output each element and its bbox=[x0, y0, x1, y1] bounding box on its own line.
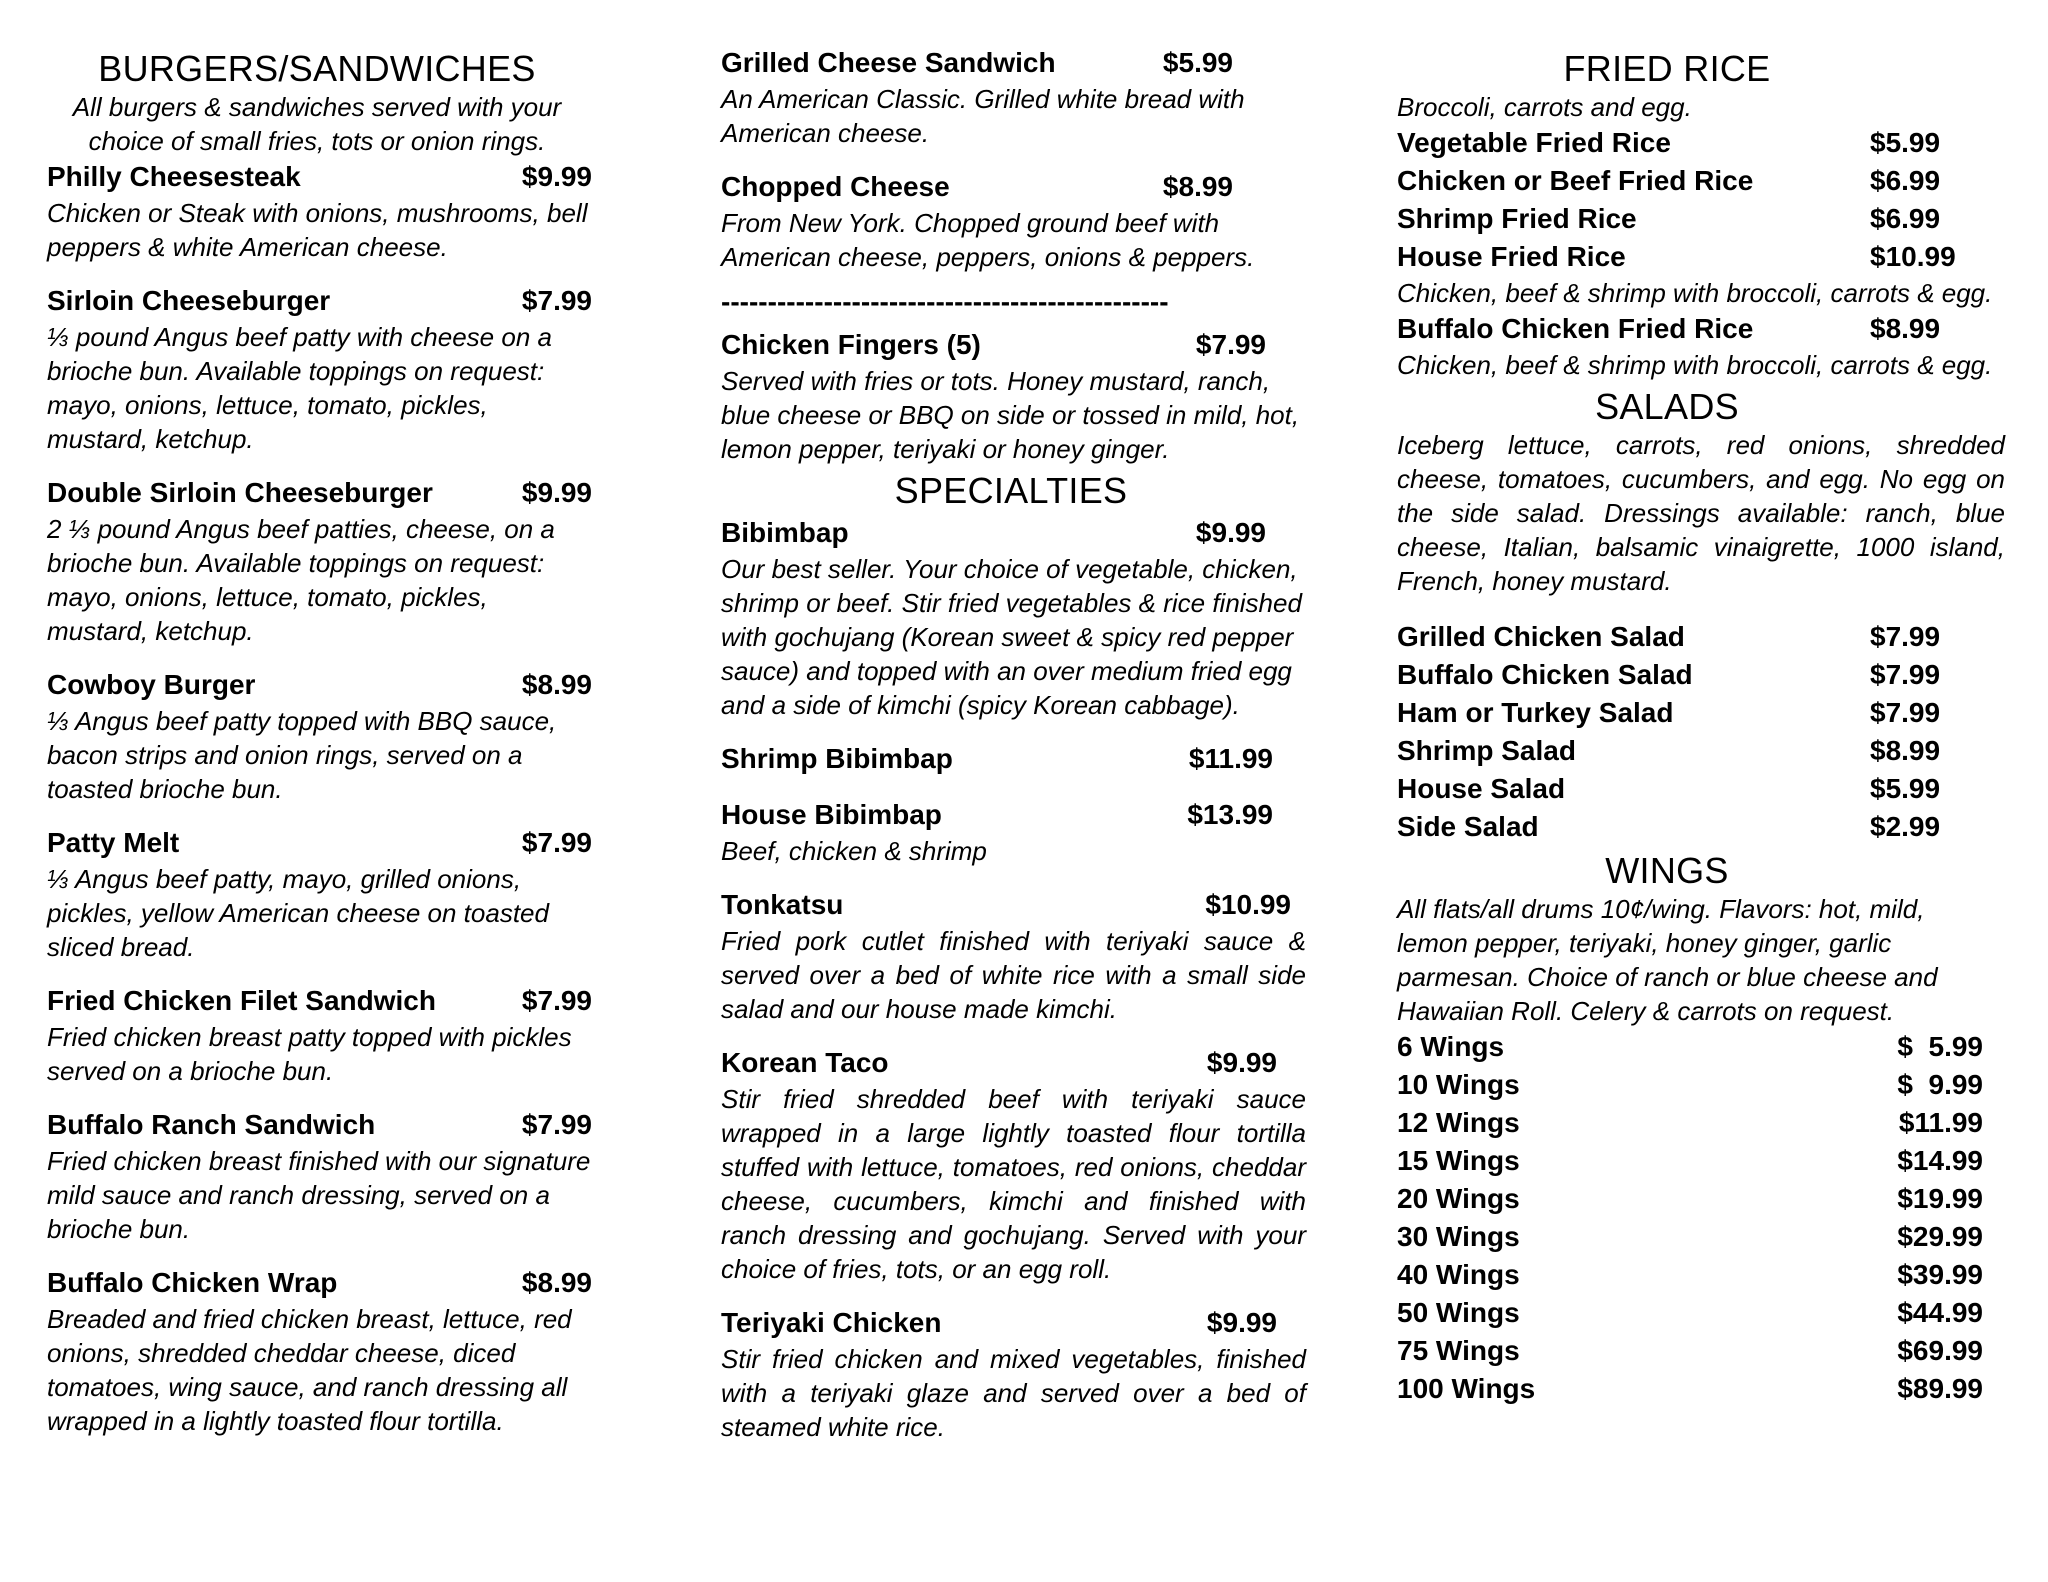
item-description: Stir fried chicken and mixed vegetables, finished with a teriyaki glaze and served over a bed of steamed white rice. bbox=[721, 1344, 1306, 1442]
item-description: 2 ⅓ pound Angus beef patties, cheese, on a brioche bun. Available toppings on request: mayo, onions, lettuce, tomato, pickles, mustard, ketchup. bbox=[47, 514, 555, 646]
item-description: Chicken, beef & shrimp with broccoli, carrots & egg. bbox=[1397, 350, 1993, 380]
item-name: Tonkatsu bbox=[721, 889, 844, 920]
item-name: 6 Wings bbox=[1397, 1031, 1505, 1062]
item-price: $6.99 bbox=[1870, 203, 1941, 234]
item-name: Grilled Cheese Sandwich bbox=[721, 47, 1056, 78]
menu-item bbox=[1397, 1256, 1983, 1294]
item-price: $19.99 bbox=[1897, 1183, 1983, 1214]
item-price: $8.99 bbox=[1162, 171, 1233, 202]
fried-rice-subtitle: Broccoli, carrots and egg. bbox=[1397, 92, 1692, 122]
item-price: $5.99 bbox=[1162, 47, 1233, 78]
item-name: 12 Wings bbox=[1397, 1107, 1520, 1138]
item-name: 100 Wings bbox=[1397, 1373, 1536, 1404]
item-price: $7.99 bbox=[1870, 659, 1941, 690]
wings-heading: WINGS bbox=[1605, 850, 1729, 891]
item-price: $13.99 bbox=[1187, 799, 1273, 830]
menu-item bbox=[1397, 694, 1985, 732]
item-price: $10.99 bbox=[1870, 241, 1956, 272]
item-name: Philly Cheesesteak bbox=[47, 161, 301, 192]
item-name: Teriyaki Chicken bbox=[721, 1307, 942, 1338]
item-price: $11.99 bbox=[1898, 1107, 1983, 1138]
menu-item bbox=[1397, 1180, 1983, 1218]
menu-item bbox=[1397, 732, 1985, 770]
menu-item bbox=[1397, 1028, 1983, 1066]
menu-item bbox=[47, 282, 592, 456]
item-description: Our best seller. Your choice of vegetable, chicken, shrimp or beef. Stir fried vegetables & rice finished with gochujang (Korean sweet & spicy red pepper sauce) and topped with an over medium fried egg and a side of kimchi (spicy Korean cabbage). bbox=[721, 554, 1302, 720]
salads-subtitle: Iceberg lettuce, carrots, red onions, shredded cheese, tomatoes, cucumbers, and egg. No egg on the side salad. Dressings available: ranch, blue cheese, Italian, balsamic vinaigrette, 1000 island, French, honey mustard. bbox=[1397, 430, 2005, 596]
section-divider: ------------------------------------------------ bbox=[721, 286, 1169, 317]
item-name: Fried Chicken Filet Sandwich bbox=[47, 985, 436, 1016]
item-name: House Bibimbap bbox=[721, 799, 942, 830]
menu-item bbox=[47, 1264, 592, 1438]
item-name: 15 Wings bbox=[1397, 1145, 1520, 1176]
menu-item bbox=[721, 44, 1233, 82]
burgers-column bbox=[47, 0, 592, 1438]
item-description: Beef, chicken & shrimp bbox=[721, 836, 987, 866]
item-price: $7.99 bbox=[521, 985, 592, 1016]
item-description: Chicken or Steak with onions, mushrooms, bell peppers & white American cheese. bbox=[47, 198, 588, 262]
menu-item bbox=[1397, 162, 1985, 200]
specialties-heading: SPECIALTIES bbox=[894, 470, 1128, 511]
item-price: $5.99 bbox=[1870, 127, 1941, 158]
menu-item bbox=[721, 740, 1307, 778]
item-price: $7.99 bbox=[521, 827, 592, 858]
item-name: House Fried Rice bbox=[1397, 241, 1626, 272]
item-description: ⅓ Angus beef patty topped with BBQ sauce, bacon strips and onion rings, served on a toasted brioche bun. bbox=[47, 706, 557, 804]
menu-item bbox=[1397, 770, 1985, 808]
item-price: $ 9.99 bbox=[1897, 1069, 1983, 1100]
item-description: Breaded and fried chicken breast, lettuce, red onions, shredded cheddar cheese, diced tomatoes, wing sauce, and ranch dressing all wrapped in a lightly toasted flour tortilla. bbox=[47, 1304, 572, 1436]
item-name: 30 Wings bbox=[1397, 1221, 1520, 1252]
item-description: Fried pork cutlet finished with teriyaki sauce & served over a bed of white rice with a small side salad and our house made kimchi. bbox=[721, 926, 1306, 1024]
menu-item bbox=[721, 514, 1307, 722]
item-price: $9.99 bbox=[1206, 1307, 1277, 1338]
item-price: $5.99 bbox=[1870, 773, 1941, 804]
menu-item bbox=[1397, 1370, 1983, 1408]
item-description: An American Classic. Grilled white bread with American cheese. bbox=[721, 84, 1245, 148]
item-description: ⅓ Angus beef patty, mayo, grilled onions, pickles, yellow American cheese on toasted sliced bread. bbox=[47, 864, 549, 962]
menu-item bbox=[1397, 238, 1985, 276]
salads-heading: SALADS bbox=[1595, 386, 1739, 427]
item-price: $2.99 bbox=[1870, 811, 1941, 842]
item-name: Buffalo Chicken Salad bbox=[1397, 659, 1693, 690]
item-price: $69.99 bbox=[1897, 1335, 1983, 1366]
item-price: $9.99 bbox=[521, 161, 592, 192]
item-name: 40 Wings bbox=[1397, 1259, 1520, 1290]
item-name: Side Salad bbox=[1397, 811, 1539, 842]
item-name: Shrimp Bibimbap bbox=[721, 743, 953, 774]
item-price: $14.99 bbox=[1897, 1145, 1983, 1176]
item-name: Shrimp Salad bbox=[1397, 735, 1576, 766]
item-name: Shrimp Fried Rice bbox=[1397, 203, 1637, 234]
item-description: Chicken, beef & shrimp with broccoli, carrots & egg. bbox=[1397, 278, 1993, 308]
fried-rice-heading: FRIED RICE bbox=[1563, 48, 1771, 89]
item-name: Double Sirloin Cheeseburger bbox=[47, 477, 433, 508]
item-price: $6.99 bbox=[1870, 165, 1941, 196]
item-name: Vegetable Fried Rice bbox=[1397, 127, 1671, 158]
item-name: Bibimbap bbox=[721, 517, 849, 548]
wings-subtitle: All flats/all drums 10¢/wing. Flavors: hot, mild, lemon pepper, teriyaki, honey ginger, garlic parmesan. Choice of ranch or blue cheese and Hawaiian Roll. Celery & carrots on request. bbox=[1397, 894, 1938, 1026]
item-description: ⅓ pound Angus beef patty with cheese on a brioche bun. Available toppings on request: mayo, onions, lettuce, tomato, pickles, mustard, ketchup. bbox=[47, 322, 552, 454]
item-name: Patty Melt bbox=[47, 827, 180, 858]
burgers-subtitle: All burgers & sandwiches served with your choice of small fries, tots or onion rings. bbox=[72, 92, 562, 156]
menu-item bbox=[1397, 1066, 1983, 1104]
menu-item bbox=[47, 666, 592, 806]
item-description: Stir fried shredded beef with teriyaki sauce wrapped in a large lightly toasted flour tortilla stuffed with lettuce, tomatoes, red onions, cheddar cheese, cucumbers, kimchi and finished with ranch dressing and gochujang. Served with your choice of fries, tots, or an egg roll. bbox=[721, 1084, 1306, 1284]
item-price: $9.99 bbox=[1195, 517, 1266, 548]
item-name: 75 Wings bbox=[1397, 1335, 1520, 1366]
menu-item bbox=[1397, 1332, 1983, 1370]
menu-item bbox=[1397, 808, 1985, 846]
menu-item bbox=[1397, 1104, 1983, 1142]
menu-item bbox=[721, 1304, 1307, 1444]
item-price: $7.99 bbox=[1870, 621, 1941, 652]
item-price: $8.99 bbox=[1870, 735, 1941, 766]
middle-column bbox=[721, 0, 1307, 1444]
item-price: $29.99 bbox=[1897, 1221, 1983, 1252]
item-description: Fried chicken breast patty topped with pickles served on a brioche bun. bbox=[47, 1022, 572, 1086]
item-price: $8.99 bbox=[1870, 313, 1941, 344]
menu-item bbox=[1397, 656, 1985, 694]
item-description: Served with fries or tots. Honey mustard, ranch, blue cheese or BBQ on side or tossed in mild, hot, lemon pepper, teriyaki or honey ginger. bbox=[721, 366, 1300, 464]
item-name: 50 Wings bbox=[1397, 1297, 1520, 1328]
item-name: Buffalo Chicken Fried Rice bbox=[1397, 313, 1754, 344]
item-name: Chicken or Beef Fried Rice bbox=[1397, 165, 1754, 196]
item-name: 10 Wings bbox=[1397, 1069, 1520, 1100]
item-name: Buffalo Ranch Sandwich bbox=[47, 1109, 376, 1140]
menu-item bbox=[721, 1044, 1307, 1286]
menu-item bbox=[1397, 200, 1985, 238]
menu-item bbox=[47, 474, 592, 648]
item-price: $89.99 bbox=[1897, 1373, 1983, 1404]
item-price: $7.99 bbox=[521, 1109, 592, 1140]
item-price: $7.99 bbox=[1870, 697, 1941, 728]
item-price: $7.99 bbox=[1195, 329, 1266, 360]
menu-item bbox=[47, 982, 592, 1088]
menu-item bbox=[721, 168, 1233, 206]
item-name: Sirloin Cheeseburger bbox=[47, 285, 331, 316]
item-price: $8.99 bbox=[521, 669, 592, 700]
right-column bbox=[1397, 0, 2005, 1408]
item-name: Chicken Fingers (5) bbox=[721, 329, 981, 360]
item-name: Korean Taco bbox=[721, 1047, 889, 1078]
item-description: From New York. Chopped ground beef with American cheese, peppers, onions & peppers. bbox=[721, 208, 1255, 272]
item-price: $9.99 bbox=[1206, 1047, 1277, 1078]
item-name: House Salad bbox=[1397, 773, 1566, 804]
item-price: $39.99 bbox=[1897, 1259, 1983, 1290]
menu-item bbox=[47, 824, 592, 964]
item-description: Fried chicken breast finished with our signature mild sauce and ranch dressing, served on a brioche bun. bbox=[47, 1146, 591, 1244]
item-price: $44.99 bbox=[1897, 1297, 1983, 1328]
menu-item bbox=[1397, 1142, 1983, 1180]
item-price: $10.99 bbox=[1205, 889, 1291, 920]
menu-item bbox=[1397, 124, 1985, 162]
item-price: $7.99 bbox=[521, 285, 592, 316]
item-price: $8.99 bbox=[521, 1267, 592, 1298]
item-name: Chopped Cheese bbox=[721, 171, 950, 202]
menu-item bbox=[721, 796, 1307, 868]
item-price: $ 5.99 bbox=[1897, 1031, 1983, 1062]
item-name: Cowboy Burger bbox=[47, 669, 256, 700]
menu-item bbox=[47, 1106, 592, 1246]
burgers-heading: BURGERS/SANDWICHES bbox=[98, 48, 536, 89]
item-name: Grilled Chicken Salad bbox=[1397, 621, 1685, 652]
item-price: $11.99 bbox=[1188, 743, 1273, 774]
item-price: $9.99 bbox=[521, 477, 592, 508]
menu-item bbox=[1397, 1294, 1983, 1332]
menu-item bbox=[47, 158, 592, 264]
item-name: 20 Wings bbox=[1397, 1183, 1520, 1214]
menu-item bbox=[721, 886, 1307, 1026]
item-name: Ham or Turkey Salad bbox=[1397, 697, 1674, 728]
item-name: Buffalo Chicken Wrap bbox=[47, 1267, 338, 1298]
menu-item bbox=[1397, 618, 1985, 656]
menu-item bbox=[1397, 1218, 1983, 1256]
menu-item bbox=[1397, 310, 1985, 348]
